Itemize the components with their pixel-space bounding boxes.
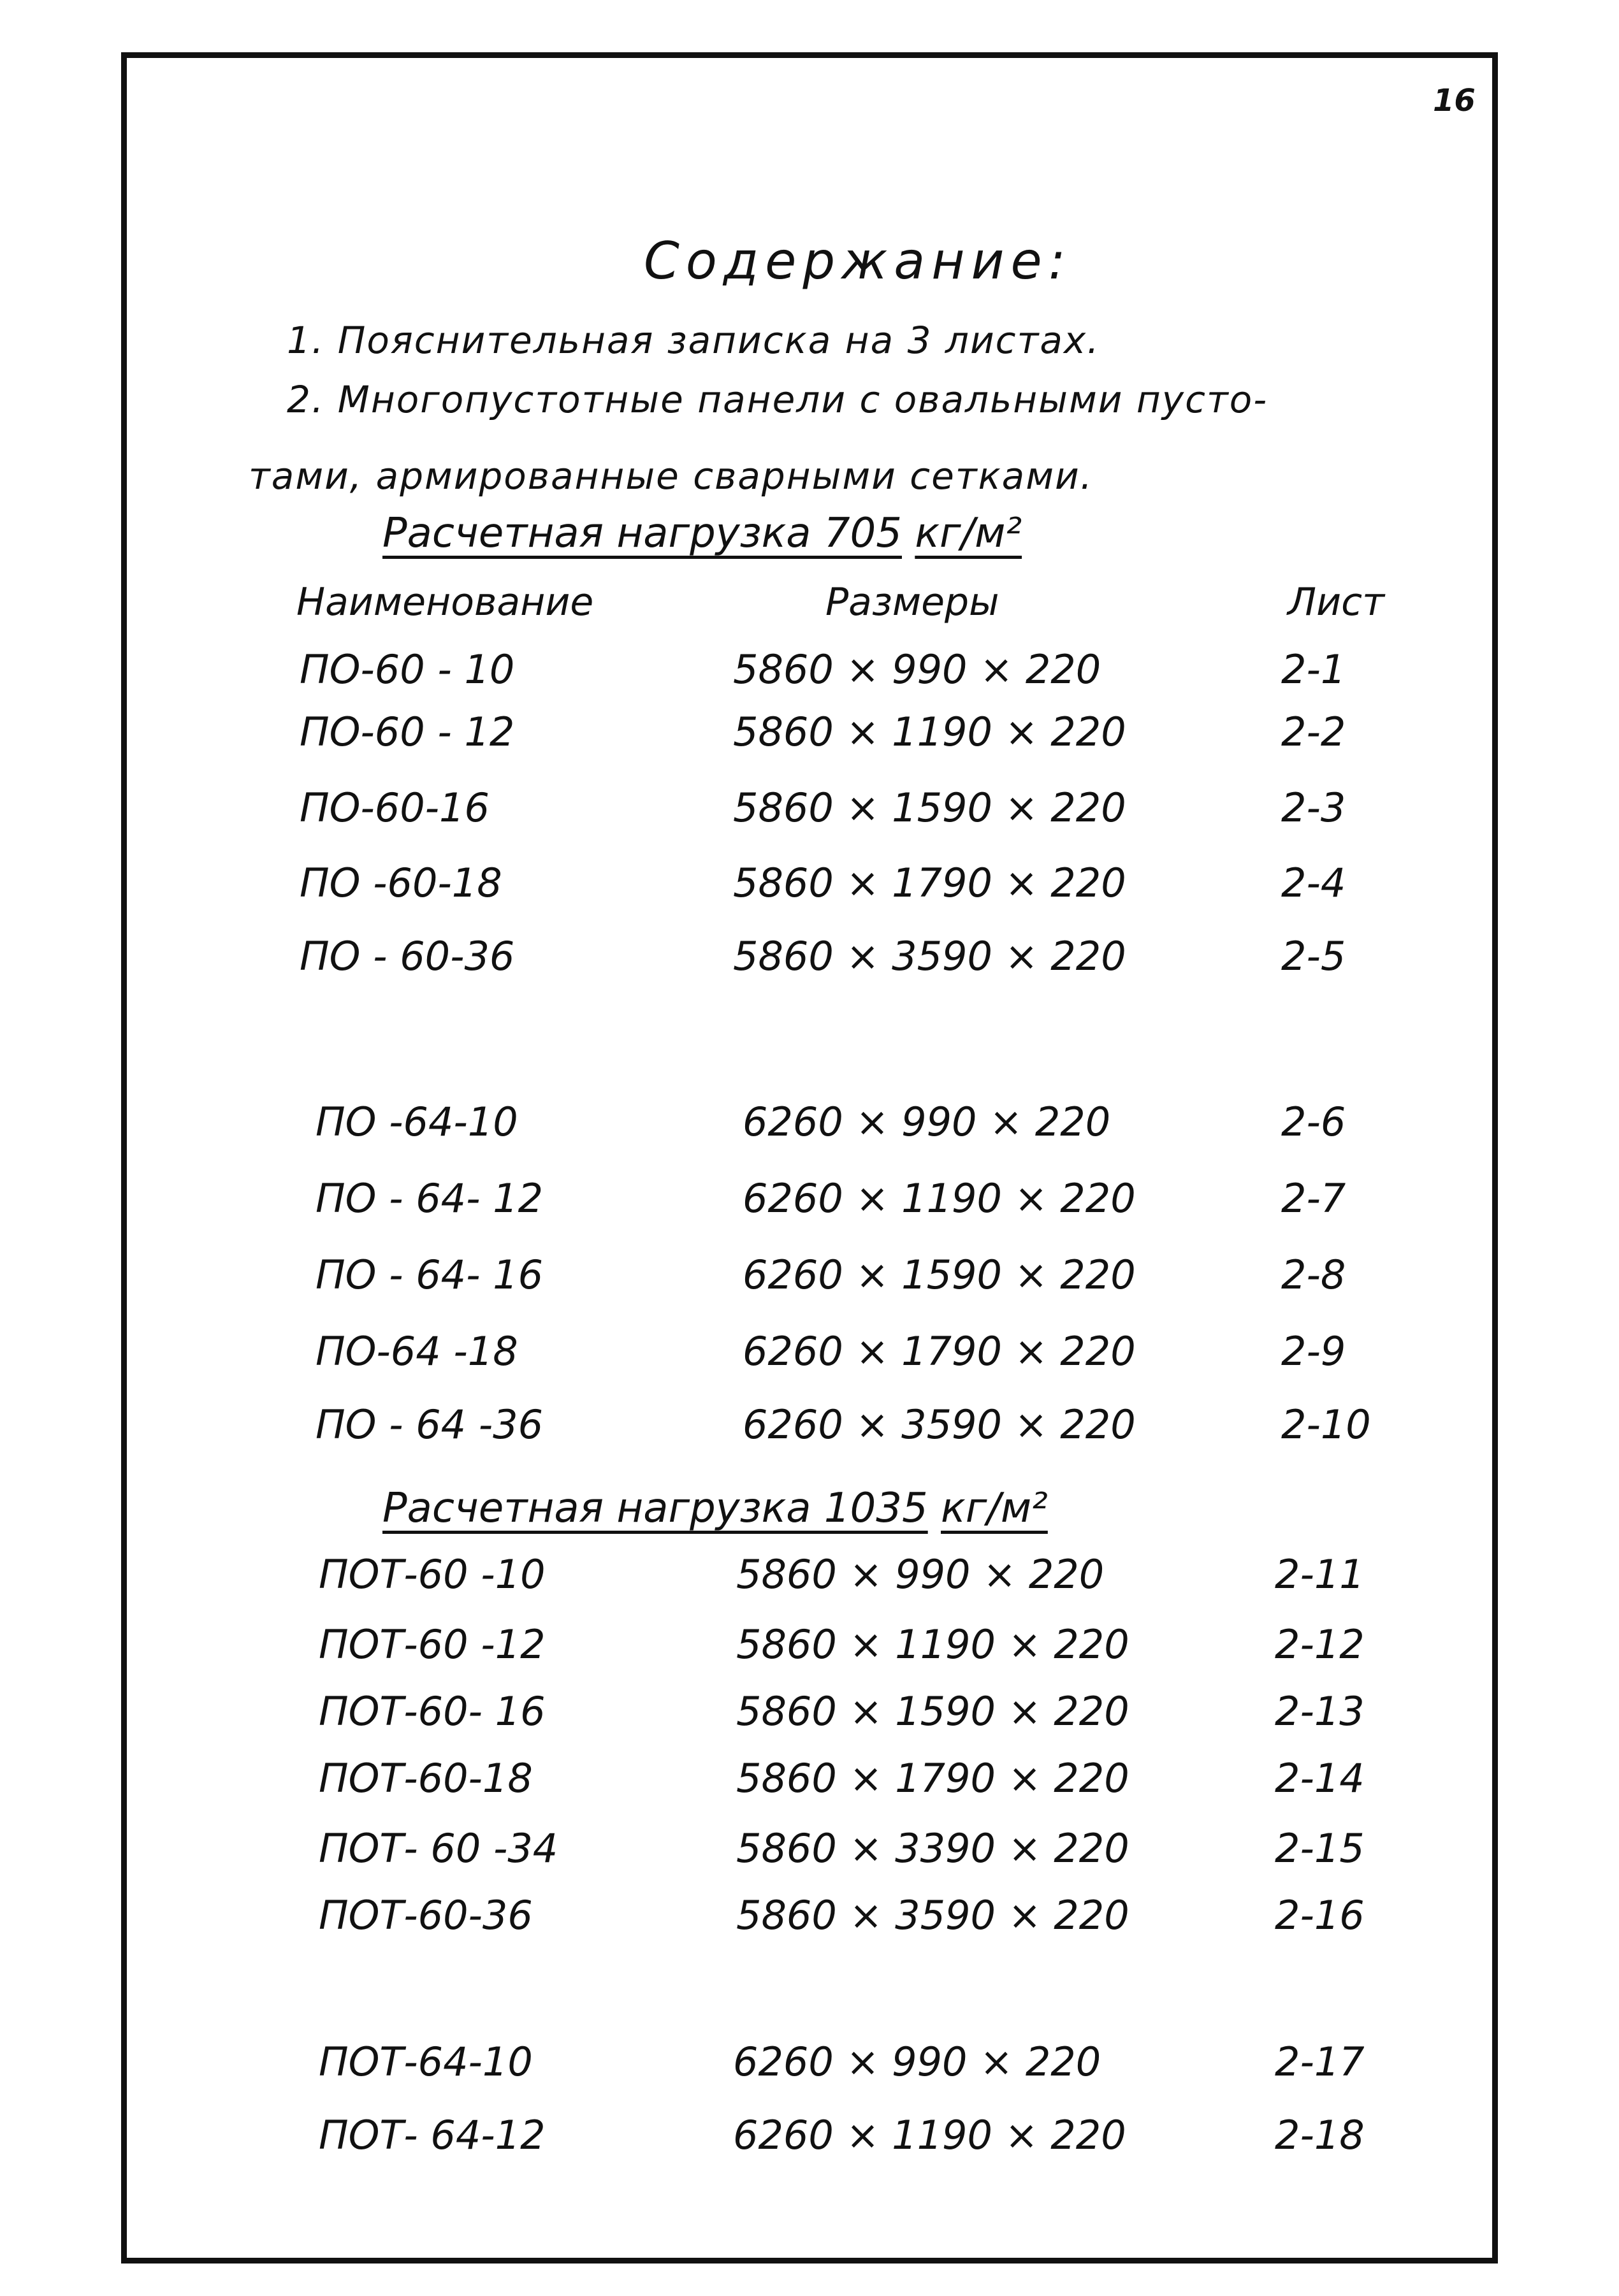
panel-name: ПОТ- 64-12 xyxy=(319,2112,546,2158)
load-heading-1-unit: кг/м² xyxy=(915,510,1022,557)
header-name: Наименование xyxy=(296,580,594,625)
sheet-number: 2-15 xyxy=(1275,1825,1365,1872)
header-size: Размеры xyxy=(825,580,999,625)
panel-name: ПОТ-60 -12 xyxy=(319,1621,546,1668)
load-heading-1 xyxy=(382,510,1022,557)
panel-dimensions: 5860 × 3590 × 220 xyxy=(733,933,1126,979)
panel-dimensions: 5860 × 1790 × 220 xyxy=(733,860,1126,906)
sheet-number: 2-5 xyxy=(1281,933,1346,979)
sheet-number: 2-4 xyxy=(1281,860,1346,906)
panel-dimensions: 5860 × 1590 × 220 xyxy=(736,1688,1129,1735)
panel-dimensions: 5860 × 3390 × 220 xyxy=(736,1825,1129,1872)
panel-dimensions: 6260 × 990 × 220 xyxy=(743,1099,1111,1145)
panel-name: ПОТ-60- 16 xyxy=(319,1688,546,1735)
panel-dimensions: 5860 × 1190 × 220 xyxy=(736,1621,1129,1668)
page-title: Содержание: xyxy=(644,231,1072,291)
panel-name: ПО - 64 -36 xyxy=(316,1401,544,1448)
panel-name: ПО - 64- 12 xyxy=(316,1175,544,1222)
load-heading-1-text: Расчетная нагрузка 705 xyxy=(382,510,902,557)
page-number: 16 xyxy=(1433,83,1476,119)
panel-name: ПОТ-64-10 xyxy=(319,2039,533,2085)
sheet-number: 2-10 xyxy=(1281,1401,1371,1448)
panel-name: ПО-60 - 12 xyxy=(300,709,515,755)
sheet-number: 2-17 xyxy=(1275,2039,1365,2085)
sheet-number: 2-9 xyxy=(1281,1328,1346,1375)
sheet-number: 2-13 xyxy=(1275,1688,1365,1735)
contents-item-1: 1. Пояснительная записка на 3 листах. xyxy=(287,319,1100,362)
panel-dimensions: 5860 × 990 × 220 xyxy=(736,1551,1105,1598)
panel-name: ПО - 60-36 xyxy=(300,933,515,979)
sheet-number: 2-16 xyxy=(1275,1892,1365,1939)
panel-dimensions: 6260 × 3590 × 220 xyxy=(743,1401,1136,1448)
sheet-number: 2-14 xyxy=(1275,1755,1365,1801)
contents-item-2-continued: тами, армированные сварными сетками. xyxy=(249,454,1094,498)
sheet-number: 2-7 xyxy=(1281,1175,1346,1222)
panel-name: ПО -64-10 xyxy=(316,1099,518,1145)
panel-name: ПО - 64- 16 xyxy=(316,1252,544,1298)
sheet-number: 2-8 xyxy=(1281,1252,1346,1298)
panel-name: ПОТ- 60 -34 xyxy=(319,1825,558,1872)
panel-name: ПО-60 - 10 xyxy=(300,646,515,693)
sheet-number: 2-18 xyxy=(1275,2112,1365,2158)
load-heading-2 xyxy=(382,1485,1048,1532)
panel-dimensions: 5860 × 990 × 220 xyxy=(733,646,1101,693)
panel-name: ПОТ-60 -10 xyxy=(319,1551,546,1598)
panel-name: ПО-60-16 xyxy=(300,784,490,831)
panel-name: ПО -60-18 xyxy=(300,860,502,906)
panel-dimensions: 5860 × 1790 × 220 xyxy=(736,1755,1129,1801)
sheet-number: 2-1 xyxy=(1281,646,1346,693)
panel-dimensions: 5860 × 3590 × 220 xyxy=(736,1892,1129,1939)
panel-name: ПО-64 -18 xyxy=(316,1328,518,1375)
sheet-number: 2-2 xyxy=(1281,709,1346,755)
sheet-number: 2-12 xyxy=(1275,1621,1365,1668)
panel-name: ПОТ-60-36 xyxy=(319,1892,533,1939)
panel-dimensions: 6260 × 1590 × 220 xyxy=(743,1252,1136,1298)
panel-dimensions: 6260 × 1190 × 220 xyxy=(743,1175,1136,1222)
panel-dimensions: 5860 × 1590 × 220 xyxy=(733,784,1126,831)
panel-dimensions: 6260 × 1790 × 220 xyxy=(743,1328,1136,1375)
sheet-number: 2-11 xyxy=(1275,1551,1365,1598)
header-sheet: Лист xyxy=(1288,580,1385,625)
sheet-number: 2-3 xyxy=(1281,784,1346,831)
load-heading-2-unit: кг/м² xyxy=(941,1485,1048,1532)
contents-item-2: 2. Многопустотные панели с овальными пусто- xyxy=(287,378,1268,421)
panel-name: ПОТ-60-18 xyxy=(319,1755,533,1801)
panel-dimensions: 6260 × 1190 × 220 xyxy=(733,2112,1126,2158)
sheet-number: 2-6 xyxy=(1281,1099,1346,1145)
panel-dimensions: 5860 × 1190 × 220 xyxy=(733,709,1126,755)
panel-dimensions: 6260 × 990 × 220 xyxy=(733,2039,1101,2085)
load-heading-2-text: Расчетная нагрузка 1035 xyxy=(382,1485,928,1532)
